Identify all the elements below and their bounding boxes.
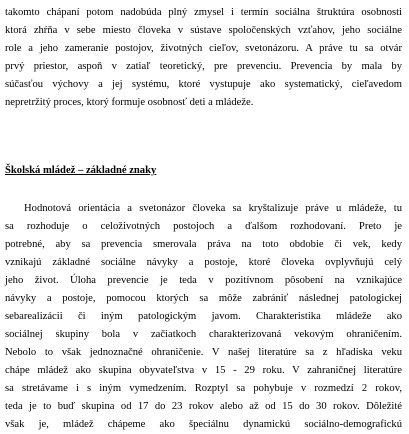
paragraph-1-line: role a jeho zameranie postojov, životných cieľov, svetonázoru. A práve tu sa otvár — [5, 43, 402, 54]
paragraph-2-line: sa rozhoduje o celoživotných postojoch a ďalšom rozhodovaní. Preto je — [5, 221, 402, 232]
paragraph-2-line: sebarealizácii či iným patologickým javom. Charakteristika mládeže ako — [5, 311, 402, 322]
paragraph-1-line: prvý priestor, aspoň v zatiaľ teoretický, pre prevenciu. Prevencia by mala by — [5, 61, 402, 72]
paragraph-1-line: súčasťou výchovy a jej systému, ktoré vystupuje ako systematický, cieľavedom — [5, 79, 402, 90]
paragraph-1-line: ktorá zhŕňa v sebe miesto človeka v sústave spoločenských vzťahov, jeho sociálne — [5, 25, 402, 36]
paragraph-2-line: návyky a postoje, pomocou ktorých sa môže zabrániť následnej patologickej — [5, 293, 402, 304]
paragraph-2-line: Hodnotová orientácia a svetonázor človeka sa kryštalizuje práve u mládeže, tu — [24, 203, 402, 214]
section-heading: Školská mládež – základné znaky — [5, 165, 157, 176]
paragraph-2-line: sa stretávame i s iným vymedzením. Rozptyl sa pohybuje v rozmedzí 2 rokov, — [5, 383, 402, 394]
paragraph-2-line: jeho život. Úloha prevencie je teda v pozitívnom pôsobení na vznikajúce — [5, 275, 402, 286]
paragraph-2-line: vznikajú základné sociálne návyky a postoje, ktoré človeka ovplyvňujú celý — [5, 257, 402, 268]
paragraph-1-line: takomto chápaní potom nadobúda plný zmysel i termín sociálna štruktúra osobnosti — [5, 7, 402, 18]
paragraph-2-line: však je, mládež chápeme ako špeciálnu dynamickú sociálno-demografickú — [5, 419, 402, 430]
paragraph-1-line: nepretržitý proces, ktorý formuje osobnosť deti a mládeže. — [5, 97, 254, 108]
paragraph-2-line: sociálnej skupiny bola v začiatkoch charakterizovaná vekovým ohraničením. — [5, 329, 402, 340]
paragraph-2-line: teda je to buď skupina od 17 do 23 rokov alebo až od 15 do 30 rokov. Dôležité — [5, 401, 402, 412]
paragraph-2-line: potrebné, aby sa prevencia smerovala práva na toto obdobie či vek, kedy — [5, 239, 402, 250]
paragraph-2-line: chápe mládež ako skupina obyvateľstva v 15 - 29 roku. V zahraničnej literatúre — [5, 365, 402, 376]
paragraph-2-line: Nebolo to však jednoznačné ohraničenie. V našej literatúre sa z hľadiska veku — [5, 347, 402, 358]
